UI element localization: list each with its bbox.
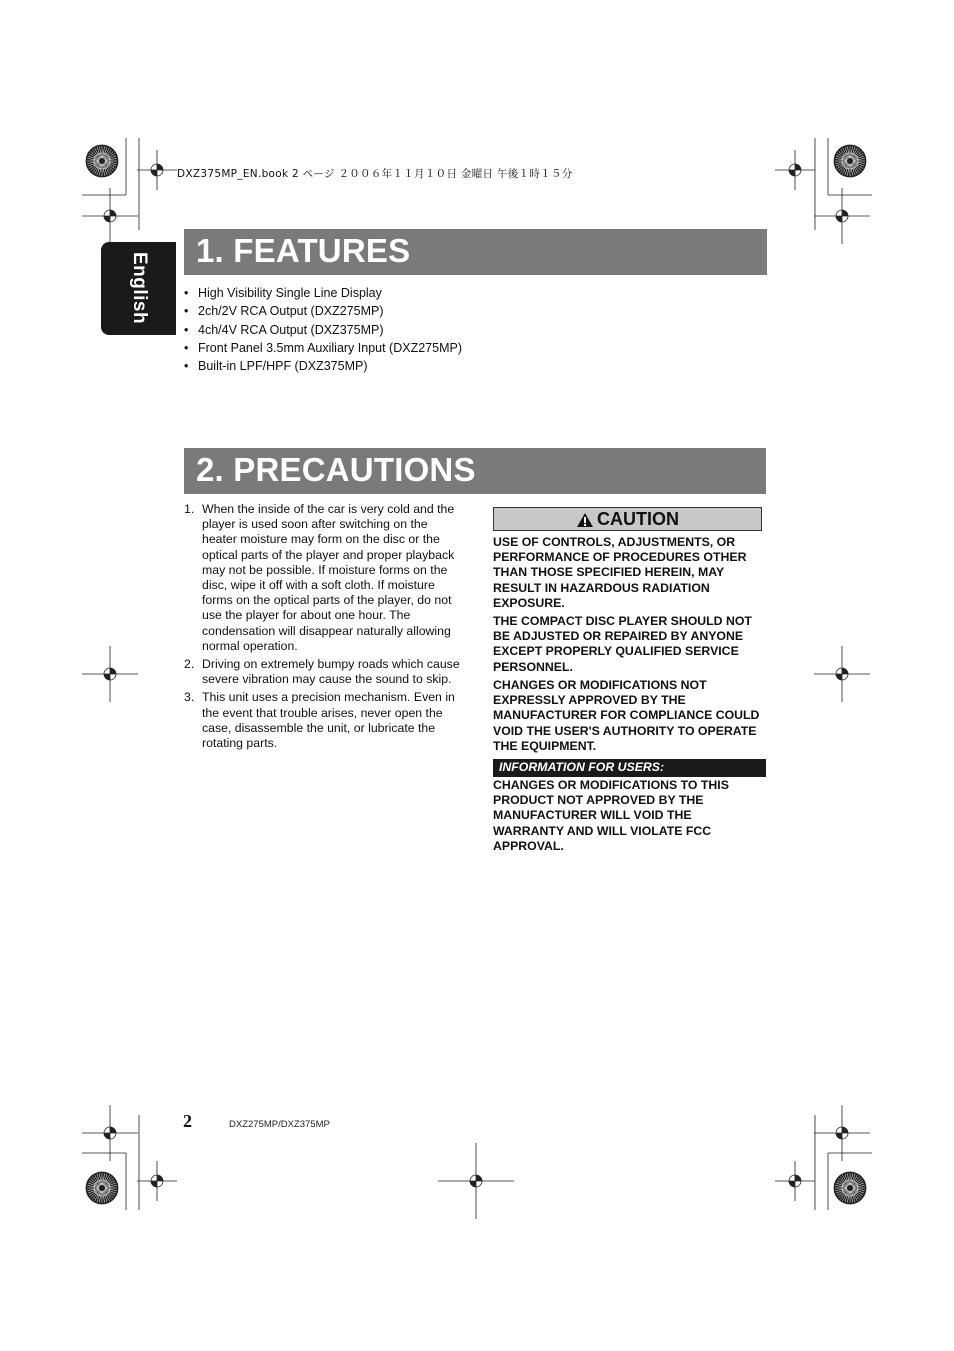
caution-paragraph: THE COMPACT DISC PLAYER SHOULD NOT BE ADJUSTED OR REPAIRED BY ANYONE EXCEPT PROPERLY QUALIFIED SERVICE PERSONNEL. [493,614,752,674]
list-item: • High Visibility Single Line Display [184,286,382,300]
registration-crosshair [438,1143,514,1219]
precautions-list [184,502,464,754]
list-item: • 4ch/4V RCA Output (DXZ375MP) [184,322,384,337]
registration-crosshair [82,188,138,244]
information-for-users-text: CHANGES OR MODIFICATIONS TO THIS PRODUCT NOT APPROVED BY THE MANUFACTURER WILL VOID THE WARRANTY AND WILL VIOLATE FCC APPROVAL. [493,778,729,853]
information-for-users-label: INFORMATION FOR USERS: [499,760,665,774]
caution-paragraph: CHANGES OR MODIFICATIONS NOT EXPRESSLY APPROVED BY THE MANUFACTURER FOR COMPLIANCE COULD VOID THE USER'S AUTHORITY TO OPERATE THE EQUIPMENT. [493,678,760,753]
registration-crosshair [82,646,138,702]
registration-crosshair [814,646,870,702]
language-tab-label: English [129,251,150,325]
list-item: 1. When the inside of the car is very cold and the player is used soon after switching on the heater moisture may form on the disc or the optical parts of the player and proper playback may not be possible. If moisture forms on the disc, wipe it off with a soft cloth. If moisture forms on the optical parts of the player, do not use the player for about one hour. The condensation will disappear naturally allowing normal operation. [184,502,455,653]
information-for-users-bar [493,759,766,777]
registration-crosshair [775,150,815,190]
features-heading-bar [184,229,767,275]
precautions-heading-bar [184,448,766,494]
warning-triangle-icon [576,512,594,528]
page-number: 2 [183,1111,192,1131]
language-tab [101,242,176,335]
registration-crosshair [814,188,870,244]
list-item: • 2ch/2V RCA Output (DXZ275MP) [184,304,384,319]
precautions-title: 2. PRECAUTIONS [196,451,476,488]
registration-crosshair [137,150,177,190]
caution-label: CAUTION [597,509,679,529]
list-item: • Front Panel 3.5mm Auxiliary Input (DXZ275MP) [184,340,462,355]
features-list [184,284,684,375]
registration-wheel [86,1172,118,1204]
registration-wheel [834,145,866,177]
list-item: 3. This unit uses a precision mechanism. Even in the event that trouble arises, never open the case, disassemble the unit, or lubricate the rotating parts. [184,690,455,751]
registration-crosshair [137,1161,177,1201]
list-item: • Built-in LPF/HPF (DXZ375MP) [184,359,368,374]
file-header: DXZ375MP_EN.book 2 ページ ２００６年１１月１０日 金曜日 午後１時１５分 [177,168,573,180]
caution-paragraph: USE OF CONTROLS, ADJUSTMENTS, OR PERFORMANCE OF PROCEDURES OTHER THAN THOSE SPECIFIED HEREIN, MAY RESULT IN HAZARDOUS RADIATION EXPOSURE. [493,535,747,610]
registration-wheel [86,145,118,177]
caution-box [493,507,762,531]
features-title: 1. FEATURES [196,232,411,269]
registration-wheel [834,1172,866,1204]
footer-model: DXZ275MP/DXZ375MP [229,1119,330,1130]
list-item: 2. Driving on extremely bumpy roads which cause severe vibration may cause the sound to skip. [184,657,460,687]
registration-crosshair [775,1161,815,1201]
